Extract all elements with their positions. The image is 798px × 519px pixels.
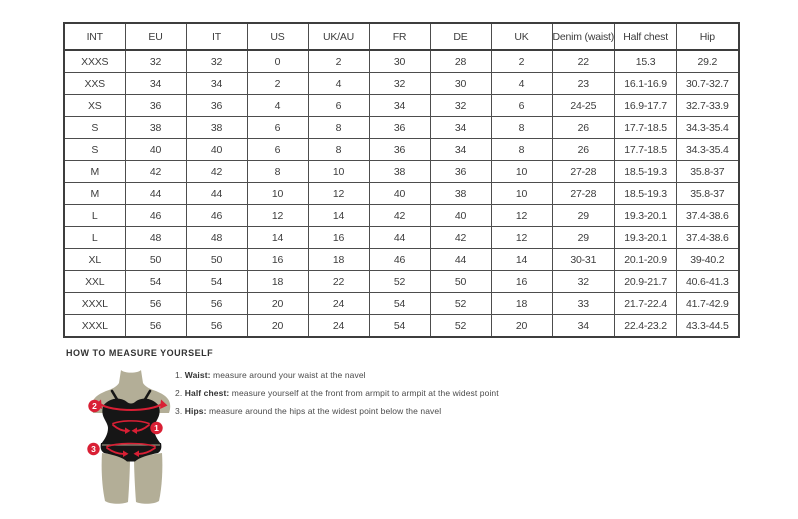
size-chart-table (63, 22, 740, 338)
table-cell: 24 (308, 315, 369, 338)
table-cell: 2 (247, 73, 308, 95)
table-cell: 48 (125, 227, 186, 249)
column-header-uk-au: UK/AU (308, 23, 369, 50)
table-cell: 12 (491, 205, 552, 227)
table-row (64, 73, 739, 95)
table-cell: 29 (552, 227, 615, 249)
table-cell: 32.7-33.9 (677, 95, 739, 117)
table-cell: 32 (430, 95, 491, 117)
table-cell: 44 (125, 183, 186, 205)
table-cell: 43.3-44.5 (677, 315, 739, 338)
column-header-fr: FR (369, 23, 430, 50)
table-cell: 20.9-21.7 (615, 271, 677, 293)
table-cell: M (64, 161, 125, 183)
table-cell: 54 (186, 271, 247, 293)
table-cell: 14 (308, 205, 369, 227)
instruction-label: Waist: (184, 370, 211, 380)
table-cell: 4 (308, 73, 369, 95)
table-cell: 22 (308, 271, 369, 293)
table-cell: 46 (186, 205, 247, 227)
table-cell: 20 (247, 315, 308, 338)
table-row (64, 315, 739, 338)
table-cell: 4 (247, 95, 308, 117)
table-cell: 42 (186, 161, 247, 183)
instruction-text: measure around your waist at the navel (210, 370, 366, 380)
table-cell: 36 (430, 161, 491, 183)
table-cell: 24-25 (552, 95, 615, 117)
table-cell: 29 (552, 205, 615, 227)
instruction-text: measure yourself at the front from armpit to armpit at the widest point (229, 388, 499, 398)
table-cell: 34 (125, 73, 186, 95)
column-header-half-chest: Half chest (615, 23, 677, 50)
instruction-label: Half chest: (184, 388, 230, 398)
table-cell: 42 (125, 161, 186, 183)
table-cell: 8 (491, 139, 552, 161)
table-cell: 32 (186, 50, 247, 73)
column-header-int: INT (64, 23, 125, 50)
table-cell: 29.2 (677, 50, 739, 73)
table-cell: 36 (369, 117, 430, 139)
table-cell: 32 (552, 271, 615, 293)
table-cell: 46 (369, 249, 430, 271)
table-cell: XXS (64, 73, 125, 95)
table-cell: 34 (186, 73, 247, 95)
table-cell: M (64, 183, 125, 205)
table-cell: 38 (430, 183, 491, 205)
table-cell: 8 (308, 139, 369, 161)
table-row (64, 95, 739, 117)
instruction-number: 2. (175, 388, 185, 398)
column-header-uk: UK (491, 23, 552, 50)
marker-chest-badge (88, 400, 100, 412)
table-cell: 23 (552, 73, 615, 95)
table-cell: 44 (369, 227, 430, 249)
table-cell: 38 (369, 161, 430, 183)
table-cell: 12 (308, 183, 369, 205)
table-cell: 36 (186, 95, 247, 117)
marker-chest-number: 2 (92, 401, 97, 411)
table-row (64, 139, 739, 161)
instruction-text: measure around the hips at the widest point below the navel (206, 406, 442, 416)
table-cell: 41.7-42.9 (677, 293, 739, 315)
measure-instruction (175, 366, 499, 384)
table-row (64, 50, 739, 73)
marker-waist-number: 1 (154, 423, 159, 433)
table-cell: 30-31 (552, 249, 615, 271)
table-cell: 35.8-37 (677, 161, 739, 183)
table-cell: 34 (552, 315, 615, 338)
table-cell: 0 (247, 50, 308, 73)
table-cell: 6 (491, 95, 552, 117)
table-cell: 20.1-20.9 (615, 249, 677, 271)
table-cell: 30 (369, 50, 430, 73)
column-header-denim-waist: Denim (waist) (552, 23, 615, 50)
table-cell: 16.9-17.7 (615, 95, 677, 117)
column-header-de: DE (430, 23, 491, 50)
table-cell: 56 (125, 293, 186, 315)
table-cell: 18.5-19.3 (615, 161, 677, 183)
table-cell: 4 (491, 73, 552, 95)
table-cell: XL (64, 249, 125, 271)
column-header-us: US (247, 23, 308, 50)
table-row (64, 117, 739, 139)
table-row (64, 249, 739, 271)
marker-hips-number: 3 (91, 444, 96, 454)
table-cell: 27-28 (552, 183, 615, 205)
table-cell: 34.3-35.4 (677, 117, 739, 139)
table-cell: 21.7-22.4 (615, 293, 677, 315)
table-cell: 18.5-19.3 (615, 183, 677, 205)
table-cell: 54 (125, 271, 186, 293)
table-cell: 28 (430, 50, 491, 73)
table-cell: 8 (247, 161, 308, 183)
table-cell: 16 (491, 271, 552, 293)
table-cell: 34.3-35.4 (677, 139, 739, 161)
table-cell: 38 (186, 117, 247, 139)
table-cell: S (64, 139, 125, 161)
table-cell: 19.3-20.1 (615, 227, 677, 249)
table-cell: L (64, 205, 125, 227)
table-row (64, 293, 739, 315)
table-row (64, 183, 739, 205)
table-cell: 39-40.2 (677, 249, 739, 271)
table-cell: 56 (186, 293, 247, 315)
table-cell: 10 (308, 161, 369, 183)
table-cell: 42 (369, 205, 430, 227)
table-cell: 15.3 (615, 50, 677, 73)
instruction-number: 3. (175, 406, 185, 416)
table-cell: L (64, 227, 125, 249)
table-cell: 34 (430, 117, 491, 139)
table-cell: 30.7-32.7 (677, 73, 739, 95)
table-cell: 22.4-23.2 (615, 315, 677, 338)
table-cell: 10 (491, 161, 552, 183)
table-cell: 10 (491, 183, 552, 205)
table-cell: 35.8-37 (677, 183, 739, 205)
table-cell: 54 (369, 315, 430, 338)
table-cell: 40.6-41.3 (677, 271, 739, 293)
table-cell: 14 (247, 227, 308, 249)
marker-hips-badge (87, 443, 99, 455)
table-row (64, 227, 739, 249)
table-cell: 52 (430, 315, 491, 338)
measure-instructions (175, 366, 499, 420)
table-cell: 40 (186, 139, 247, 161)
table-cell: 34 (430, 139, 491, 161)
table-cell: 38 (125, 117, 186, 139)
table-cell: XS (64, 95, 125, 117)
how-to-measure-heading: HOW TO MEASURE YOURSELF (66, 348, 214, 358)
table-cell: 44 (186, 183, 247, 205)
table-cell: 26 (552, 139, 615, 161)
table-cell: 6 (247, 139, 308, 161)
table-row (64, 205, 739, 227)
size-chart-header-row (64, 23, 739, 50)
table-row (64, 271, 739, 293)
table-cell: XXXL (64, 293, 125, 315)
table-cell: 12 (491, 227, 552, 249)
table-cell: 36 (369, 139, 430, 161)
table-cell: 26 (552, 117, 615, 139)
table-cell: 20 (247, 293, 308, 315)
table-cell: 2 (491, 50, 552, 73)
table-cell: 42 (430, 227, 491, 249)
table-cell: 8 (308, 117, 369, 139)
instruction-label: Hips: (184, 406, 207, 416)
table-cell: S (64, 117, 125, 139)
table-cell: 19.3-20.1 (615, 205, 677, 227)
table-cell: 44 (430, 249, 491, 271)
table-cell: 52 (369, 271, 430, 293)
table-cell: 36 (125, 95, 186, 117)
measure-instruction (175, 384, 499, 402)
table-cell: 16 (247, 249, 308, 271)
table-cell: 27-28 (552, 161, 615, 183)
table-cell: 8 (491, 117, 552, 139)
table-cell: 30 (430, 73, 491, 95)
table-cell: 22 (552, 50, 615, 73)
table-cell: 50 (125, 249, 186, 271)
table-cell: 32 (125, 50, 186, 73)
table-cell: 18 (491, 293, 552, 315)
table-cell: 50 (430, 271, 491, 293)
table-cell: 54 (369, 293, 430, 315)
table-cell: 40 (369, 183, 430, 205)
table-cell: 6 (308, 95, 369, 117)
table-cell: 56 (186, 315, 247, 338)
table-cell: 32 (369, 73, 430, 95)
column-header-eu: EU (125, 23, 186, 50)
instruction-number: 1. (175, 370, 185, 380)
column-header-it: IT (186, 23, 247, 50)
table-cell: 24 (308, 293, 369, 315)
table-cell: XXL (64, 271, 125, 293)
table-cell: 10 (247, 183, 308, 205)
table-cell: 6 (247, 117, 308, 139)
table-cell: 50 (186, 249, 247, 271)
table-cell: 16 (308, 227, 369, 249)
table-cell: 14 (491, 249, 552, 271)
table-row (64, 161, 739, 183)
table-cell: 20 (491, 315, 552, 338)
table-cell: 18 (247, 271, 308, 293)
table-cell: 17.7-18.5 (615, 139, 677, 161)
table-cell: 12 (247, 205, 308, 227)
table-cell: 48 (186, 227, 247, 249)
table-cell: 40 (430, 205, 491, 227)
table-cell: 37.4-38.6 (677, 205, 739, 227)
table-cell: XXXS (64, 50, 125, 73)
table-cell: 56 (125, 315, 186, 338)
column-header-hip: Hip (677, 23, 739, 50)
table-cell: 2 (308, 50, 369, 73)
table-cell: 52 (430, 293, 491, 315)
table-cell: 37.4-38.6 (677, 227, 739, 249)
table-cell: XXXL (64, 315, 125, 338)
table-cell: 17.7-18.5 (615, 117, 677, 139)
table-cell: 18 (308, 249, 369, 271)
table-cell: 40 (125, 139, 186, 161)
marker-waist-badge (150, 422, 162, 434)
table-cell: 33 (552, 293, 615, 315)
table-cell: 34 (369, 95, 430, 117)
table-cell: 16.1-16.9 (615, 73, 677, 95)
table-cell: 46 (125, 205, 186, 227)
measure-instruction (175, 402, 499, 420)
